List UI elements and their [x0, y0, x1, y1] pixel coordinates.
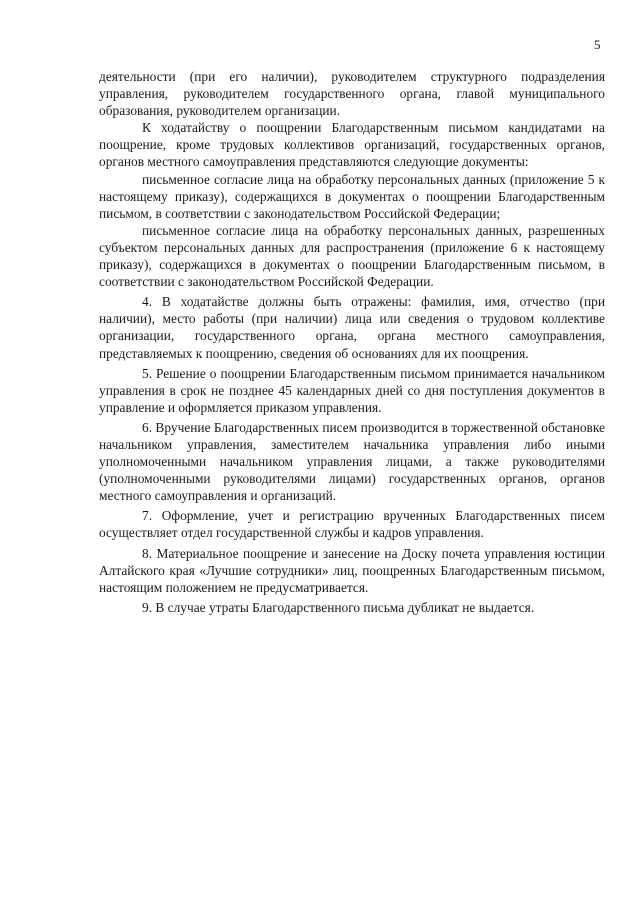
paragraph-item-6: 6. Вручение Благодарственных писем производится в торжественной обстановке начальником управления, заместителем начальника управления либо иными уполномоченными начальником управления лицами, а также руководителями (уполномоченными руководителями лицами) государственных органов, органов местного самоуправления и организаций. [99, 419, 605, 504]
document-body [99, 68, 605, 616]
paragraph-item-7: 7. Оформление, учет и регистрацию врученных Благодарственных писем осуществляет отдел государственной службы и кадров управления. [99, 508, 605, 541]
page-number: 5 [594, 37, 601, 52]
paragraph-consent-distribution: письменное согласие лица на обработку персональных данных, разрешенных субъектом персональных данных для распространения (приложение 6 к настоящему приказу), содержащихся в документах о поощрении Благодарственным письмом, в соответствии с законодательством Российской Федерации. [99, 222, 605, 290]
paragraph-continuation: деятельности (при его наличии), руководителем структурного подразделения управления, руководителем государственного органа, главой муниципального образования, руководителем организации. [99, 69, 605, 119]
paragraph-item-5: 5. Решение о поощрении Благодарственным письмом принимается начальником управления в срок не позднее 45 календарных дней со дня поступления документов в управление и оформляется приказом управления. [99, 365, 605, 415]
paragraph-item-9: 9. В случае утраты Благодарственного письма дубликат не выдается. [142, 599, 535, 615]
paragraph-documents-list-intro: К ходатайству о поощрении Благодарственным письмом кандидатами на поощрение, кроме трудовых коллективов организаций, государственных органов, органов местного самоуправления представляются следующие документы: [99, 120, 605, 170]
paragraph-consent-personal-data: письменное согласие лица на обработку персональных данных (приложение 5 к настоящему приказу), содержащихся в документах о поощрении Благодарственным письмом, в соответствии с законодательством Российской Федерации; [99, 171, 605, 221]
paragraph-item-4: 4. В ходатайстве должны быть отражены: фамилия, имя, отчество (при наличии), место работы (при наличии) лица или сведения о трудовом коллективе организации, государственного органа, органа местного самоуправления, представляемых к поощрению, сведения об основаниях для их поощрения. [99, 294, 605, 361]
paragraph-item-8: 8. Материальное поощрение и занесение на Доску почета управления юстиции Алтайского края «Лучшие сотрудники» лиц, поощренных Благодарственным письмом, настоящим положением не предусматривается. [99, 545, 605, 595]
